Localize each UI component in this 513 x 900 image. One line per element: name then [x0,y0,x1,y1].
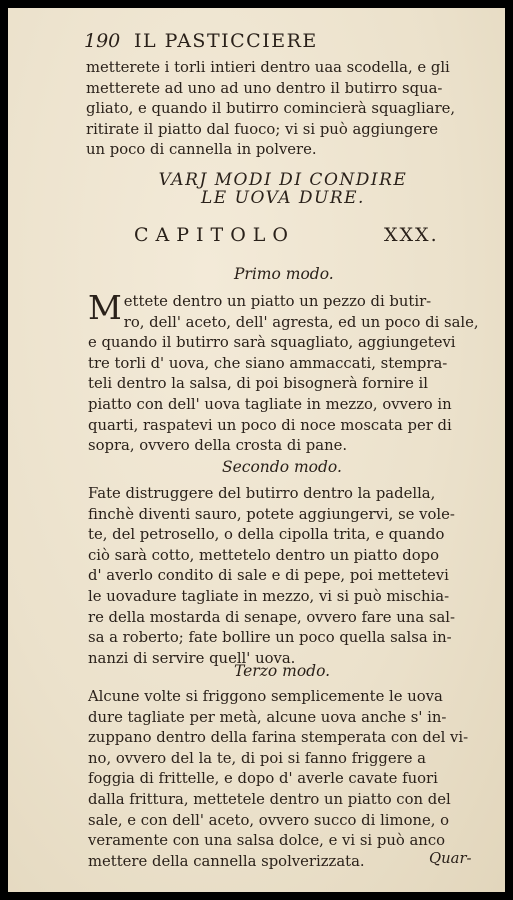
section-title-line-1: VARJ MODI DI CONDIRE [158,170,408,190]
text-line: finchè diventi sauro, potete aggiungervi, se vole- [88,505,455,523]
text-line: gliato, e quando il butirro comincierà squagliare, [86,100,456,118]
text-line: dure tagliate per metà, alcune uova anche s' in- [88,708,447,726]
chapter-heading [134,224,470,250]
paragraph-first-method [88,288,496,457]
catchword: Quar- [429,850,472,867]
paragraph-third-method [88,687,496,872]
text-line: mettere della cannella spolverizzata. [88,852,365,870]
text-line: nanzi di servire quell' uova. [88,649,296,667]
chapter-word: CAPITOLO [134,224,295,246]
text-line: ciò sarà cotto, mettetelo dentro un piatto dopo [88,546,439,564]
subheading-second: Secondo modo. [222,458,342,476]
text-line: quarti, raspatevi un poco di noce moscata per di [88,416,452,434]
text-line: sopra, ovvero della crosta di pane. [88,437,348,455]
text-line: re della mostarda di senape, ovvero fare una sal- [88,608,456,626]
text-line: teli dentro la salsa, di poi bisognerà fornire il [88,375,428,393]
chapter-number: XXX. [384,224,439,246]
page-number: 190 [84,30,121,52]
intro-paragraph [86,58,496,161]
text-line: dalla frittura, mettetele dentro un piatto con del [88,790,451,808]
text-line: veramente con una salsa dolce, e vi si può anco [88,832,446,850]
text-line: foggia di frittelle, e dopo d' averle cavate fuori [88,770,438,788]
text-line: Alcune volte si friggono semplicemente le uova [88,688,443,705]
text-line: zuppano dentro della farina stemperata con del vi- [88,729,469,747]
drop-cap: M [88,288,122,327]
text-line: un poco di cannella in polvere. [86,141,317,159]
page-header [84,30,484,54]
text-line: ritirate il piatto dal fuoco; vi si può aggiungere [86,120,439,138]
running-head: IL PASTICCIERE [134,30,318,52]
text-line: ettete dentro un piatto un pezzo di butir- [123,293,432,310]
text-line: sale, e con dell' aceto, ovvero succo di limone, o [88,811,450,829]
text-line: metterete i torli intieri dentro uaa scodella, e gli [86,59,450,76]
book-page [8,8,505,892]
text-line: metterete ad uno ad uno dentro il butirro squa- [86,79,443,97]
text-line: tre torli d' uova, che siano ammaccati, stempra- [88,354,448,372]
text-line: le uovadure tagliate in mezzo, vi si può mischia- [88,587,450,605]
text-line: sa a roberto; fate bollire un poco quella salsa in- [88,629,452,647]
section-title-line-2: LE UOVA DURE. [201,188,365,208]
text-line: no, ovvero del la te, di poi si fanno friggere a [88,749,427,767]
text-line: Fate distruggere del butirro dentro la padella, [88,485,436,502]
text-line: piatto con dell' uova tagliate in mezzo, ovvero in [88,395,452,413]
subheading-first: Primo modo. [234,265,334,283]
text-line: d' averlo condito di sale e di pepe, poi mettetevi [88,567,449,585]
paragraph-second-method [88,484,496,669]
text-line: ro, dell' aceto, dell' agresta, ed un poco di sale, [123,313,479,331]
section-title [108,171,458,207]
text-line: e quando il butirro sarà squagliato, aggiungetevi [88,334,456,352]
subheading-third: Terzo modo. [234,662,331,680]
text-line: te, del petrosello, o della cipolla trita, e quando [88,526,445,544]
